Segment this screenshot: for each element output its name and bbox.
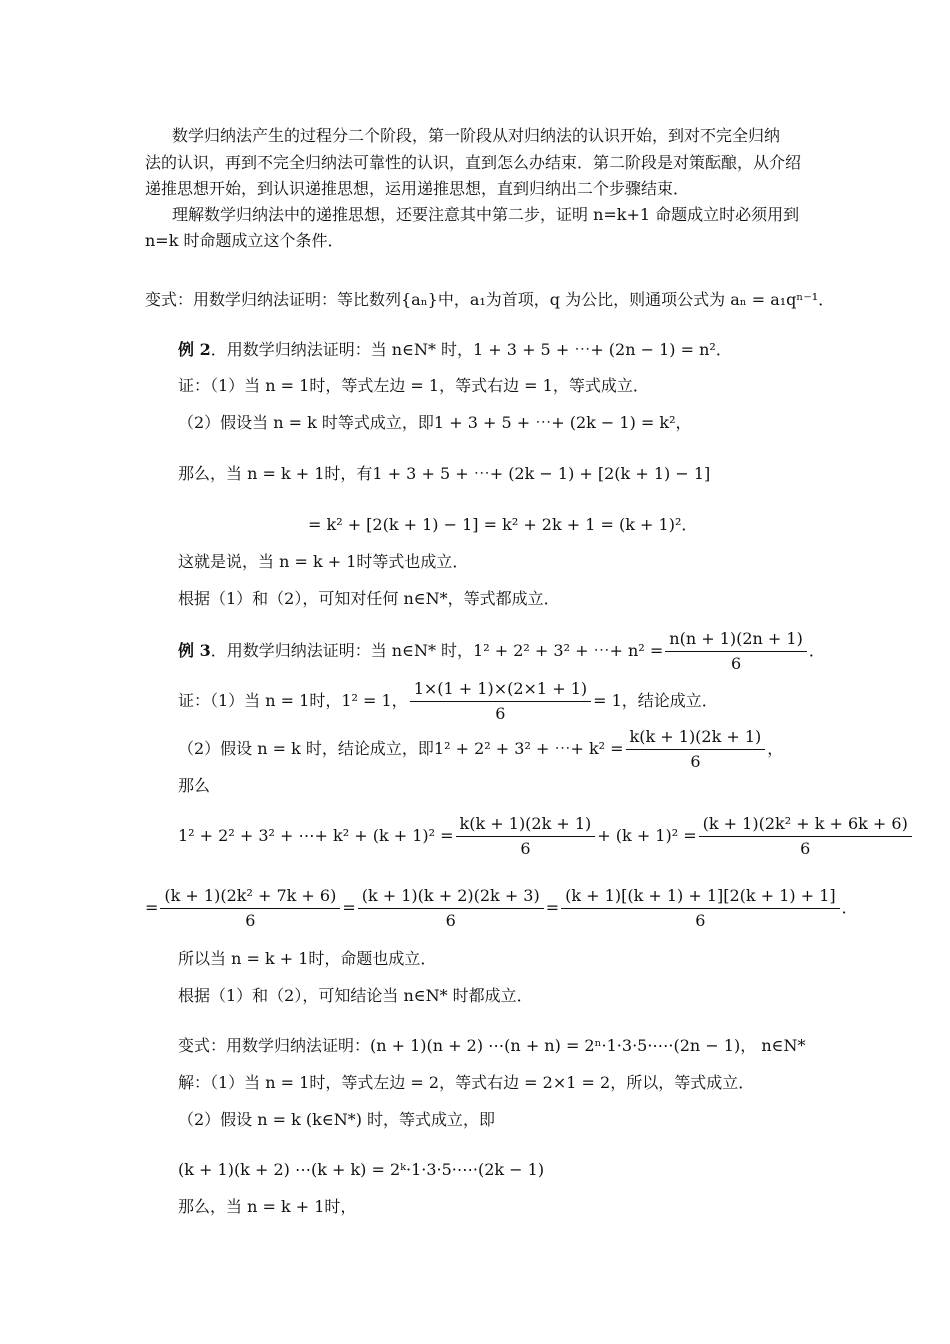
derivation-line-2-equals-1: = <box>342 898 356 917</box>
example-3-conclusion: 根据（1）和（2），可知结论当 n∈N* 时都成立． <box>178 986 533 1005</box>
example-2-proof-step-5: 这就是说，当 n = k + 1时等式也成立． <box>178 552 469 571</box>
example-2-label: 例 2 <box>178 340 211 359</box>
example-3-statement-end: ． <box>808 641 825 660</box>
variant-1-statement: 变式：用数学归纳法证明：等比数列{aₙ}中，a₁为首项，q 为公比，则通项公式为 aₙ = a₁qⁿ⁻¹． <box>145 290 835 309</box>
example-2-proof-step-3: 那么，当 n = k + 1时，有1 + 3 + 5 + ⋯+ (2k − 1) + [2(k + 1) − 1] <box>178 464 711 483</box>
derivation-line-2-equals-2: = <box>545 898 560 917</box>
fraction-numerator: k(k + 1)(2k + 1) <box>456 814 596 837</box>
proof-step-1-text: 证：（1）当 n = 1时，1² = 1， <box>178 691 408 710</box>
intro-paragraph-1-line-1: 数学归纳法产生的过程分二个阶段，第一阶段从对归纳法的认识开始，到对不完全归纳 <box>172 126 781 145</box>
derivation-line-2-start: = <box>145 898 159 917</box>
variant-2-statement: 变式：用数学归纳法证明：(n + 1)(n + 2) ⋯(n + n) = 2ⁿ·1·3·5·⋯·(2n − 1)， n∈N* <box>178 1036 806 1055</box>
proof-step-2-fraction <box>626 727 766 772</box>
example-3-therefore: 所以当 n = k + 1时，命题也成立． <box>178 949 437 968</box>
example-3-derivation-line-1 <box>178 812 914 860</box>
example-2-conclusion: 根据（1）和（2），可知对任何 n∈N*，等式都成立． <box>178 589 560 608</box>
example-3-label: 例 3 <box>178 641 211 660</box>
intro-paragraph-2-line-1: 理解数学归纳法中的递推思想，还要注意其中第二步，证明 n=k+1 命题成立时必须用到 <box>172 205 800 224</box>
fraction-denominator: 6 <box>695 911 706 930</box>
example-3-proof-step-2 <box>178 725 783 773</box>
derivation-line-1-fraction-2 <box>699 814 912 859</box>
variant-2-solution-step-4: 那么，当 n = k + 1时， <box>178 1197 357 1216</box>
fraction-numerator: (k + 1)[(k + 1) + 1][2(k + 1) + 1] <box>561 886 839 909</box>
example-3-statement-fraction <box>665 629 807 674</box>
derivation-line-2-fraction-1 <box>160 886 340 931</box>
intro-paragraph-1-line-2: 法的认识，再到不完全归纳法可靠性的认识，直到怎么办结束．第二阶段是对策酝酿，从介绍 <box>145 153 802 172</box>
fraction-denominator: 6 <box>495 704 506 723</box>
proof-step-1-end: = 1，结论成立． <box>593 691 718 710</box>
example-3-proof-step-1 <box>178 677 718 725</box>
variant-2-solution-step-2: （2）假设 n = k (k∈N*) 时，等式成立，即 <box>178 1110 496 1129</box>
fraction-numerator: (k + 1)(2k² + k + 6k + 6) <box>699 814 912 837</box>
example-2-statement <box>178 339 732 361</box>
proof-step-1-fraction <box>410 679 591 724</box>
fraction-denominator: 6 <box>445 911 456 930</box>
proof-step-2-end: ， <box>767 739 784 758</box>
fraction-denominator: 6 <box>690 752 701 771</box>
example-2-text: ．用数学归纳法证明：当 n∈N* 时，1 + 3 + 5 + ⋯+ (2n − 1) = n²． <box>210 340 732 359</box>
fraction-denominator: 6 <box>800 839 811 858</box>
fraction-numerator: n(n + 1)(2n + 1) <box>665 629 807 652</box>
example-2-proof-step-2: （2）假设当 n = k 时等式成立，即1 + 3 + 5 + ⋯+ (2k − 1) = k²， <box>178 413 692 432</box>
proof-step-2-text: （2）假设 n = k 时，结论成立，即1² + 2² + 3² + ⋯+ k² = <box>178 739 624 758</box>
fraction-numerator: (k + 1)(2k² + 7k + 6) <box>160 886 340 909</box>
example-2-proof-step-1: 证：（1）当 n = 1时，等式左边 = 1，等式右边 = 1，等式成立． <box>178 376 649 395</box>
derivation-line-1-fraction-1 <box>456 814 596 859</box>
intro-paragraph-1-line-3: 递推思想开始，到认识递推思想，运用递推思想，直到归纳出二个步骤结束． <box>145 179 690 198</box>
fraction-numerator: 1×(1 + 1)×(2×1 + 1) <box>410 679 591 702</box>
fraction-denominator: 6 <box>245 911 256 930</box>
variant-2-solution-step-3: (k + 1)(k + 2) ⋯(k + k) = 2ᵏ·1·3·5·⋯·(2k − 1) <box>178 1160 545 1179</box>
derivation-line-2-end: ． <box>841 898 858 917</box>
example-3-derivation-line-2 <box>145 884 858 932</box>
derivation-line-1-lhs: 1² + 2² + 3² + ⋯+ k² + (k + 1)² = <box>178 826 454 845</box>
derivation-line-2-fraction-2 <box>358 886 544 931</box>
example-3-text: ．用数学归纳法证明：当 n∈N* 时，1² + 2² + 3² + ⋯+ n² = <box>210 641 664 660</box>
fraction-denominator: 6 <box>520 839 531 858</box>
example-3-statement <box>178 627 825 675</box>
example-2-proof-step-4: = k² + [2(k + 1) − 1] = k² + 2k + 1 = (k + 1)²． <box>308 515 698 534</box>
variant-2-solution-step-1: 解：（1）当 n = 1时，等式左边 = 2，等式右边 = 2×1 = 2，所以，等式成立． <box>178 1073 755 1092</box>
example-3-then: 那么 <box>178 776 211 795</box>
fraction-numerator: (k + 1)(k + 2)(2k + 3) <box>358 886 544 909</box>
derivation-line-1-middle: + (k + 1)² = <box>597 826 697 845</box>
derivation-line-2-fraction-3 <box>561 886 839 931</box>
fraction-denominator: 6 <box>730 654 742 673</box>
fraction-numerator: k(k + 1)(2k + 1) <box>626 727 766 750</box>
intro-paragraph-2-line-2: n=k 时命题成立这个条件． <box>145 231 344 250</box>
